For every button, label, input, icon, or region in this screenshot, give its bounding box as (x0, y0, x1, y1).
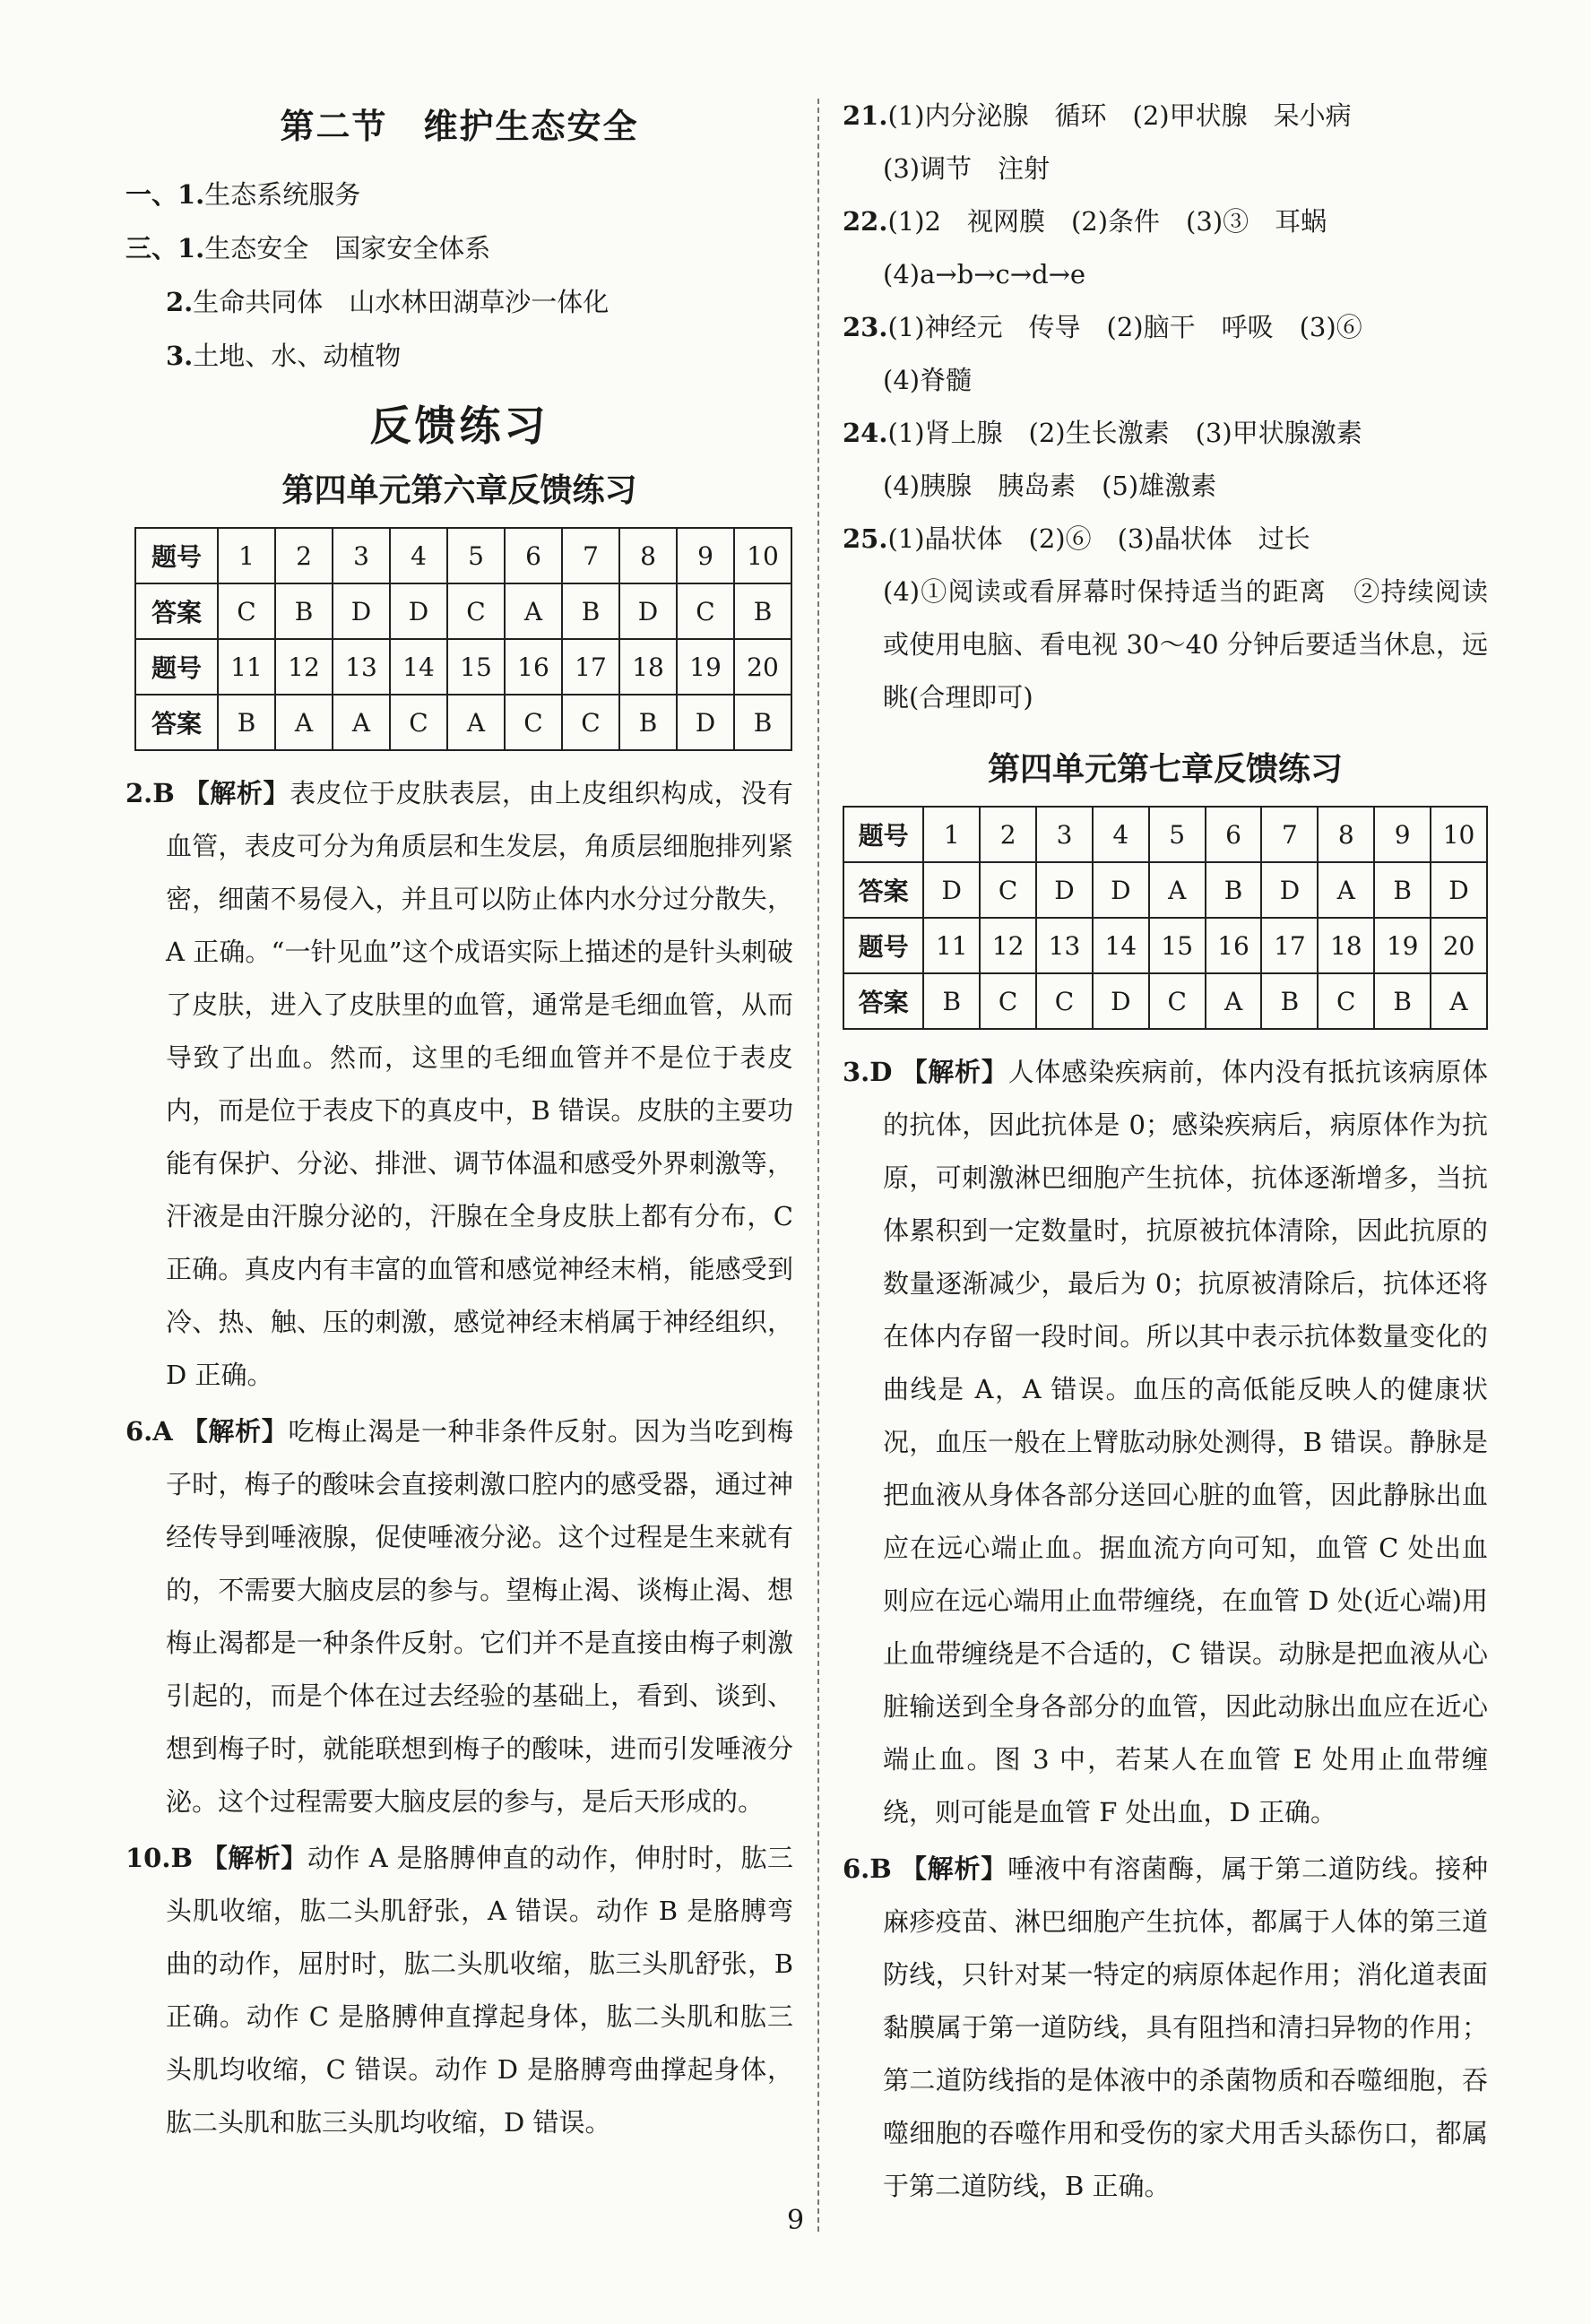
num-cell: 4 (390, 528, 447, 583)
num-cell: 13 (333, 639, 390, 695)
right-column (843, 90, 1488, 2216)
answer-cell: D (333, 583, 390, 639)
table-row (843, 973, 1487, 1029)
answer-cell: C (677, 583, 734, 639)
header-cell: 答案 (135, 695, 218, 750)
section-title: 第二节 维护生态安全 (280, 107, 639, 146)
answer-cell: C (1149, 973, 1206, 1029)
num-cell: 7 (562, 528, 619, 583)
num-cell: 3 (1036, 807, 1093, 862)
num-cell: 12 (980, 918, 1036, 973)
answer-cell: C (980, 973, 1036, 1029)
num-cell: 18 (619, 639, 677, 695)
section-line: 3.土地、水、动植物 (166, 341, 402, 371)
answer-cell: B (1261, 973, 1318, 1029)
answer-cell: B (734, 695, 791, 750)
answer-item: 21.(1)内分泌腺 循环 (2)甲状腺 呆小病 (3)调节 注射 (843, 100, 1352, 184)
num-cell: 10 (1431, 807, 1487, 862)
num-cell: 5 (447, 528, 505, 583)
answer-cell: C (1036, 973, 1093, 1029)
answer-cell: D (923, 862, 980, 918)
answer-cell: A (1206, 973, 1262, 1029)
header-cell: 题号 (135, 639, 218, 695)
table-row (843, 918, 1487, 973)
table-row (135, 639, 791, 695)
section-line: 一、1.生态系统服务 (125, 179, 361, 210)
answer-cell: D (390, 583, 447, 639)
answer-cell: D (1431, 862, 1487, 918)
answer-cell: B (562, 583, 619, 639)
num-cell: 17 (562, 639, 619, 695)
num-cell: 3 (333, 528, 390, 583)
table-row (843, 862, 1487, 918)
num-cell: 6 (505, 528, 562, 583)
section-line: 三、1.生态安全 国家安全体系 (125, 233, 491, 264)
answer-cell: A (1318, 862, 1374, 918)
num-cell: 2 (275, 528, 333, 583)
header-cell: 答案 (843, 862, 923, 918)
unit6-title: 第四单元第六章反馈练习 (281, 472, 637, 509)
answer-cell: D (1261, 862, 1318, 918)
column-divider (817, 99, 819, 2232)
num-cell: 18 (1318, 918, 1374, 973)
num-cell: 2 (980, 807, 1036, 862)
header-cell: 答案 (135, 583, 218, 639)
num-cell: 11 (218, 639, 275, 695)
answer-cell: A (447, 695, 505, 750)
unit6-answer-table (134, 527, 792, 751)
answer-cell: C (562, 695, 619, 750)
left-column (125, 90, 793, 2153)
num-cell: 15 (447, 639, 505, 695)
page-number: 9 (786, 2205, 805, 2236)
answer-cell: D (1093, 973, 1149, 1029)
num-cell: 4 (1093, 807, 1149, 862)
num-cell: 11 (923, 918, 980, 973)
table-row (135, 583, 791, 639)
answer-item: 22.(1)2 视网膜 (2)条件 (3)③ 耳蜗 (4)a→b→c→d→e (843, 206, 1327, 289)
answer-cell: A (1149, 862, 1206, 918)
num-cell: 19 (677, 639, 734, 695)
num-cell: 7 (1261, 807, 1318, 862)
answer-cell: D (677, 695, 734, 750)
answer-cell: B (1374, 973, 1431, 1029)
section-line: 2.生命共同体 山水林田湖草沙一体化 (166, 287, 610, 317)
feedback-title: 反馈练习 (369, 402, 549, 450)
header-cell: 题号 (843, 807, 923, 862)
num-cell: 9 (1374, 807, 1431, 862)
answer-item: 24.(1)肾上腺 (2)生长激素 (3)甲状腺激素 (4)胰腺 胰岛素 (5)雄激素 (843, 418, 1362, 501)
num-cell: 14 (1093, 918, 1149, 973)
explanation-item: 3.D 【解析】人体感染疾病前，体内没有抵抗该病原体的抗体，因此抗体是 0；感染疾病后，病原体作为抗原，可刺激淋巴细胞产生抗体，抗体逐渐增多，当抗体累积到一定数量时，抗原被抗体清除，因此抗原的数量逐渐减少，最后为 0；抗原被清除后，抗体还将在体内存留一段时间。所以其中表示抗体数量变化的曲线是 A，A 错误。血压的高低能反映人的健康状况，血压一般在上臂肱动脉处测得，B 错误。静脉是把血液从身体各部分送回心脏的血管，因此静脉出血应在远心端止血。据血流方向可知，血管 C 处出血则应在远心端用止血带缠绕，在血管 D 处(近心端)用止血带缠绕是不合适的，C 错误。动脉是把血液从心脏输送到全身各部分的血管，因此动脉出血应在近心端止血。图 3 中，若某人在血管 E 处用止血带缠绕，则可能是血管 F 处出血，D 正确。 (843, 1057, 1488, 1827)
num-cell: 8 (1318, 807, 1374, 862)
answer-cell: C (447, 583, 505, 639)
table-row (135, 695, 791, 750)
answer-cell: B (923, 973, 980, 1029)
num-cell: 14 (390, 639, 447, 695)
table-row (843, 807, 1487, 862)
explanation-item: 6.A 【解析】吃梅止渴是一种非条件反射。因为当吃到梅子时，梅子的酸味会直接刺激口腔内的感受器，通过神经传导到唾液腺，促使唾液分泌。这个过程是生来就有的，不需要大脑皮层的参与。望梅止渴、谈梅止渴、想梅止渴都是一种条件反射。它们并不是直接由梅子刺激引起的，而是个体在过去经验的基础上，看到、谈到、想到梅子时，就能联想到梅子的酸味，进而引发唾液分泌。这个过程需要大脑皮层的参与，是后天形成的。 (125, 1416, 793, 1817)
num-cell: 6 (1206, 807, 1262, 862)
answer-cell: B (1206, 862, 1262, 918)
table-row (135, 528, 791, 583)
answer-cell: C (1318, 973, 1374, 1029)
answer-cell: D (619, 583, 677, 639)
answer-cell: D (1093, 862, 1149, 918)
answer-item: 23.(1)神经元 传导 (2)脑干 呼吸 (3)⑥ (4)脊髓 (843, 312, 1362, 395)
answer-cell: C (390, 695, 447, 750)
answer-item: 25.(1)晶状体 (2)⑥ (3)晶状体 过长 (4)①阅读或看屏幕时保持适当的距离 ②持续阅读或使用电脑、看电视 30～40 分钟后要适当休息，远眺(合理即可) (843, 523, 1488, 713)
answer-cell: A (275, 695, 333, 750)
num-cell: 13 (1036, 918, 1093, 973)
num-cell: 1 (923, 807, 980, 862)
answer-cell: B (275, 583, 333, 639)
explanation-item: 6.B 【解析】唾液中有溶菌酶，属于第二道防线。接种麻疹疫苗、淋巴细胞产生抗体，都属于人体的第三道防线，只针对某一特定的病原体起作用；消化道表面黏膜属于第一道防线，具有阻挡和清扫异物的作用；第二道防线指的是体液中的杀菌物质和吞噬细胞，吞噬细胞的吞噬作用和受伤的家犬用舌头舔伤口，都属于第二道防线，B 正确。 (843, 1853, 1488, 2201)
answer-cell: B (1374, 862, 1431, 918)
unit7-answer-table (843, 806, 1488, 1030)
num-cell: 1 (218, 528, 275, 583)
num-cell: 10 (734, 528, 791, 583)
num-cell: 9 (677, 528, 734, 583)
num-cell: 15 (1149, 918, 1206, 973)
answer-cell: A (333, 695, 390, 750)
answer-cell: A (1431, 973, 1487, 1029)
answer-cell: A (505, 583, 562, 639)
answer-cell: C (980, 862, 1036, 918)
num-cell: 19 (1374, 918, 1431, 973)
num-cell: 20 (1431, 918, 1487, 973)
num-cell: 16 (505, 639, 562, 695)
answer-cell: B (734, 583, 791, 639)
num-cell: 17 (1261, 918, 1318, 973)
header-cell: 答案 (843, 973, 923, 1029)
answer-cell: B (218, 695, 275, 750)
answer-cell: C (505, 695, 562, 750)
explanation-item: 2.B 【解析】表皮位于皮肤表层，由上皮组织构成，没有血管，表皮可分为角质层和生发层，角质层细胞排列紧密，细菌不易侵入，并且可以防止体内水分过分散失，A 正确。“一针见血”这个成语实际上描述的是针头刺破了皮肤，进入了皮肤里的血管，通常是毛细血管，从而导致了出血。然而，这里的毛细血管并不是位于表皮内，而是位于表皮下的真皮中，B 错误。皮肤的主要功能有保护、分泌、排泄、调节体温和感受外界刺激等，汗液是由汗腺分泌的，汗腺在全身皮肤上都有分布，C 正确。真皮内有丰富的血管和感觉神经末梢，能感受到冷、热、触、压的刺激，感觉神经末梢属于神经组织，D 正确。 (125, 778, 793, 1390)
num-cell: 12 (275, 639, 333, 695)
unit7-title: 第四单元第七章反馈练习 (987, 751, 1343, 788)
answer-cell: D (1036, 862, 1093, 918)
answer-cell: C (218, 583, 275, 639)
num-cell: 5 (1149, 807, 1206, 862)
num-cell: 20 (734, 639, 791, 695)
header-cell: 题号 (843, 918, 923, 973)
header-cell: 题号 (135, 528, 218, 583)
num-cell: 16 (1206, 918, 1262, 973)
num-cell: 8 (619, 528, 677, 583)
explanation-item: 10.B 【解析】动作 A 是胳膊伸直的动作，伸肘时，肱三头肌收缩，肱二头肌舒张，A 错误。动作 B 是胳膊弯曲的动作，屈肘时，肱二头肌收缩，肱三头肌舒张，B 正确。动作 C 是胳膊伸直撑起身体，肱二头肌和肱三头肌均收缩，C 错误。动作 D 是胳膊弯曲撑起身体，肱二头肌和肱三头肌均收缩，D 错误。 (125, 1843, 793, 2138)
answer-cell: B (619, 695, 677, 750)
